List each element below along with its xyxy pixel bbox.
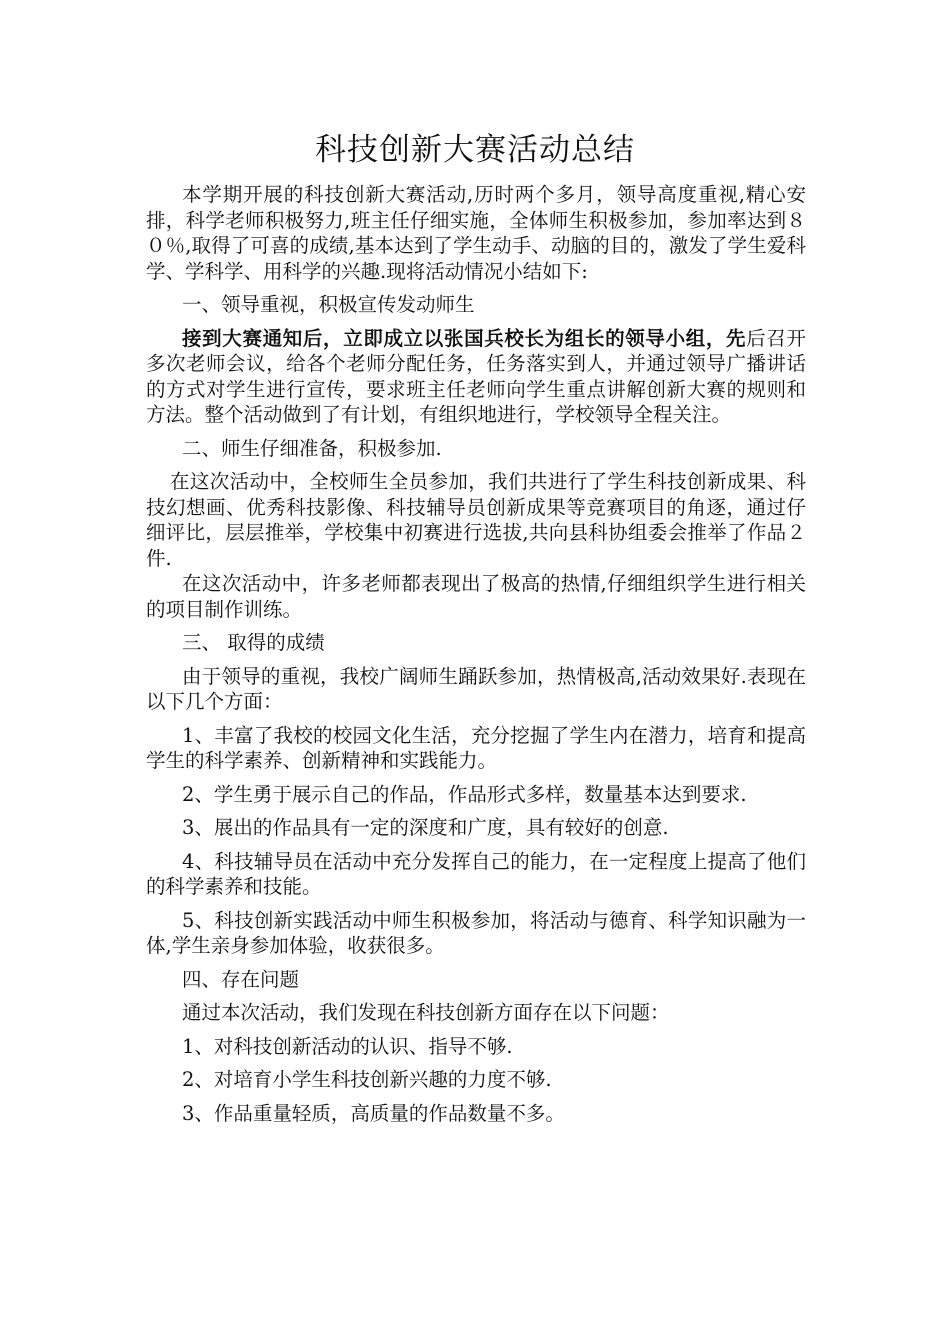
section-1-paragraph	[146, 326, 806, 428]
intro-paragraph: 本学期开展的科技创新大赛活动,历时两个多月，领导高度重视,精心安排，科学老师积极努力,班主任仔细实施，全体师生积极参加，参加率达到８０％,取得了可喜的成绩,基本达到了学生动手、动脑的目的，激发了学生爱科学、学科学、用科学的兴趣.现将活动情况小结如下:	[146, 183, 806, 283]
section-3-heading: 三、 取得的成绩	[182, 631, 325, 654]
section-3-intro: 由于领导的重视，我校广阔师生踊跃参加，热情极高,活动效果好.表现在以下几个方面：	[146, 664, 806, 713]
section-1-bold-lead: 接到大赛通知后，立即成立以张国兵校长为组长的领导小组，先	[182, 326, 747, 350]
section-3-item-4: 4、科技辅导员在活动中充分发挥自己的能力，在一定程度上提高了他们的科学素养和技能。	[146, 849, 806, 898]
section-2-paragraph-1: 在这次活动中，全校师生全员参加，我们共进行了学生科技创新成果、科技幻想画、优秀科技影像、科技辅导员创新成果等竞赛项目的角逐，通过仔细评比，层层推举，学校集中初赛进行选拔,共向县科协组委会推举了作品２件.	[146, 470, 806, 570]
section-2-paragraph-2: 在这次活动中，许多老师都表现出了极高的热情,仔细组织学生进行相关的项目制作训练。	[146, 572, 806, 621]
section-4-item-3: 3、作品重量轻质，高质量的作品数量不多。	[182, 1101, 565, 1125]
section-3-item-1: 1、丰富了我校的校园文化生活，充分挖掘了学生内在潜力，培育和提高学生的科学素养、创新精神和实践能力。	[146, 723, 806, 772]
section-3-item-3: 3、展出的作品具有一定的深度和广度，具有较好的创意.	[182, 816, 669, 839]
section-1-heading: 一、领导重视，积极宣传发动师生	[182, 293, 475, 316]
section-4-intro: 通过本次活动，我们发现在科技创新方面存在以下问题：	[182, 1001, 670, 1024]
section-3-item-2: 2、学生勇于展示自己的作品，作品形式多样，数量基本达到要求.	[182, 782, 747, 806]
document-title: 科技创新大赛活动总结	[315, 132, 635, 168]
section-3-item-5: 5、科技创新实践活动中师生积极参加，将活动与德育、科学知识融为一体,学生亲身参加体验，收获很多。	[146, 908, 806, 957]
section-2-heading: 二、师生仔细准备，积极参加.	[182, 436, 442, 460]
section-4-item-1: 1、对科技创新活动的认识、指导不够.	[182, 1034, 513, 1058]
section-4-item-2: 2、对培育小学生科技创新兴趣的力度不够.	[182, 1068, 552, 1091]
section-4-heading: 四、存在问题	[182, 967, 300, 991]
section-1-body: 后召开多次老师会议，给各个老师分配任务，任务落实到人，并通过领导广播讲话的方式对学生进行宣传，要求班主任老师向学生重点讲解创新大赛的规则和方法。整个活动做到了有计划，有组织地进行，学校领导全程关注。	[146, 326, 806, 426]
document-body	[146, 182, 806, 1126]
